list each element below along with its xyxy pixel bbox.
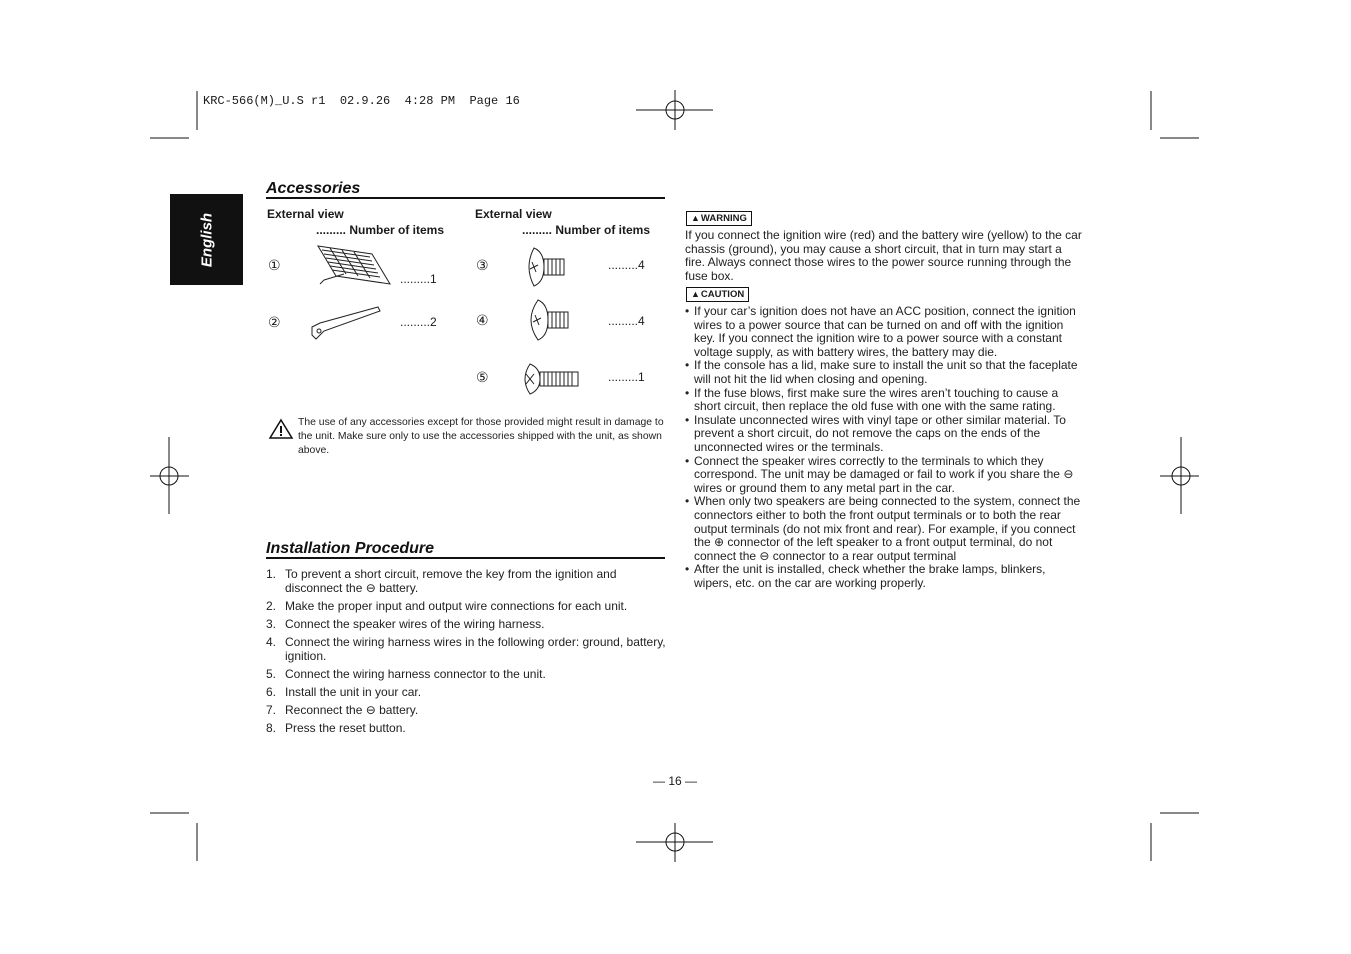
caution-item: • Insulate unconnected wires with vinyl tape or other similar material. To prevent a short circuit, do not remove the caps on the ends of the unconnected wires or the terminals. [685,414,1085,455]
installation-title: Installation Procedure [266,540,435,557]
warning-triangle-icon [268,418,294,440]
warning-triangle-icon: ▲ [691,213,700,223]
item-count-4: .........4 [608,314,645,328]
flat-head-screw-icon [522,246,566,288]
caution-item: • If the console has a lid, make sure to install the unit so that the faceplate will not hit the lid when closing and opening. [685,359,1085,386]
caution-item: • If your car’s ignition does not have an ACC position, connect the ignition wires to a power source that can be turned on and off with the ignition key. If you connect the ignition wire to a power source with a constant voltage supply, as with battery wires, the battery may die. [685,305,1085,359]
removal-tool-icon [310,305,384,345]
item-marker-3: ③ [476,257,489,273]
warning-text: If you connect the ignition wire (red) and the battery wire (yellow) to the car chassis (ground), you may cause a short circuit, that in turn may start a fire. Always connect those wires to the power source running through the fuse box. [685,228,1082,283]
caution-list [685,305,1085,590]
item-count-5: .........1 [608,370,645,384]
item-marker-2: ② [268,314,281,330]
plus-icon: ⊕ [714,535,725,550]
step-item: 2. Make the proper input and output wire connections for each unit. [266,599,628,613]
step-item: 4. Connect the wiring harness wires in the following order: ground, battery, ignition. [266,635,666,663]
page-number: — 16 — [652,774,697,788]
caution-item: • Connect the speaker wires correctly to the terminals to which they correspond. The unit may be damaged or fail to work if you share the ⊖ wires or ground them to any metal part in the car. [685,455,1085,496]
item-count-3: .........4 [608,258,645,272]
language-tab [170,194,243,285]
item-count-2: .........2 [400,315,437,329]
print-slug: KRC-566(M)_U.S r1 02.9.26 4:28 PM Page 16 [203,94,520,108]
accessories-title: Accessories [266,180,361,197]
accessories-note: The use of any accessories except for those provided might result in damage to the unit. Make sure only to use the accessories shipped with the unit, as shown above. [298,417,664,456]
step-item: 6. Install the unit in your car. [266,685,422,699]
step-item: 8. Press the reset button. [266,721,406,735]
item-marker-5: ⑤ [476,369,489,385]
col-right-external-view: External view [475,207,552,221]
col-left-external-view: External view [267,207,344,221]
warning-triangle-icon: ▲ [691,289,700,299]
caution-item: • When only two speakers are being connected to the system, connect the connectors either to both the front output terminals or to both the rear output terminals (do not mix front and rear). For example, if you connect the ⊕ connector of the left speaker to a front output terminal, do not connect the ⊖ connector to a rear output terminal [685,495,1085,563]
col-right-number-of-items: ......... Number of items [522,223,651,237]
minus-icon: ⊖ [365,581,376,595]
step-item: 1. To prevent a short circuit, remove the key from the ignition and disconnect the ⊖ battery. [266,567,617,595]
caution-item: • If the fuse blows, first make sure the wires aren’t touching to cause a short circuit, then replace the old fuse with one with the same rating. [685,387,1085,414]
item-marker-4: ④ [476,312,489,328]
minus-icon: ⊖ [365,703,376,717]
minus-icon: ⊖ [759,548,770,563]
step-item: 3. Connect the speaker wires of the wiring harness. [266,617,545,631]
caution-item: • After the unit is installed, check whether the brake lamps, blinkers, wipers, etc. on the car are working properly. [685,563,1085,590]
installation-steps [266,567,666,739]
col-left-number-of-items: ......... Number of items [316,223,445,237]
step-item: 5. Connect the wiring harness connector to the unit. [266,667,546,681]
warning-badge: ▲WARNING [686,211,752,226]
round-head-screw-icon [522,298,570,342]
item-marker-1: ① [268,257,281,273]
installation-rule [266,557,665,559]
minus-icon: ⊖ [1063,467,1074,482]
caution-badge: ▲CAUTION [686,287,749,302]
accessories-rule [266,197,665,199]
step-item: 7. Reconnect the ⊖ battery. [266,703,419,717]
language-tab-label: English [198,212,215,267]
item-count-1: .........1 [400,272,437,286]
long-screw-icon [518,362,582,396]
faceplate-case-icon [310,240,394,290]
